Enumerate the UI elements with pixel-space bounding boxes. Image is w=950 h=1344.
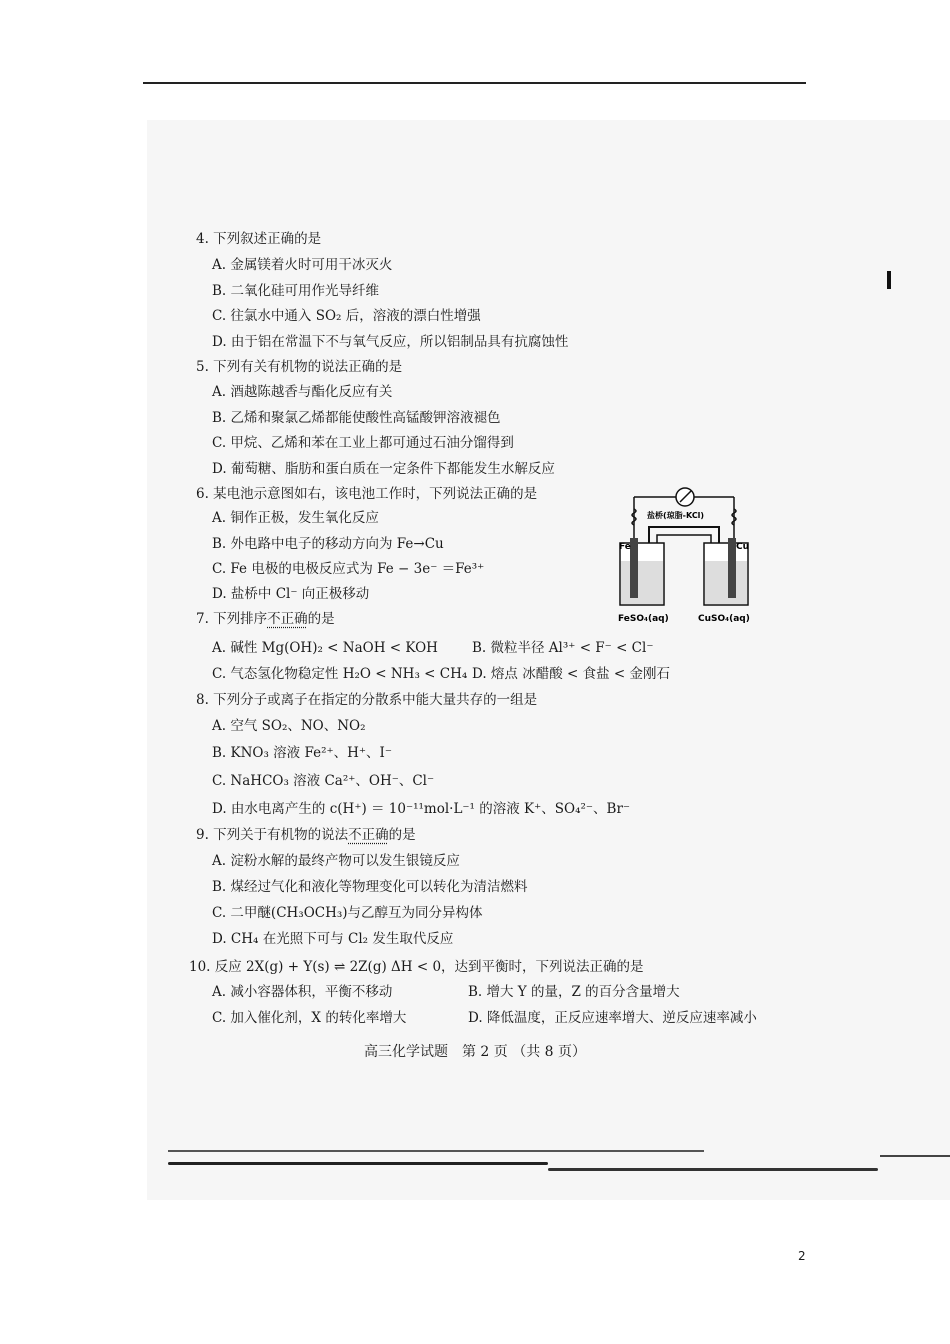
question-9-option-c: C. 二甲醚(CH₃OCH₃)与乙醇互为同分异构体 [212,905,483,921]
question-4-option-b: B. 二氧化硅可用作光导纤维 [212,283,380,299]
right-solution [705,561,747,604]
question-6-option-c: C. Fe 电极的电极反应式为 Fe − 3e⁻ ＝Fe³⁺ [212,561,485,577]
question-8-option-d: D. 由水电离产生的 c(H⁺) ＝ 10⁻¹¹mol·L⁻¹ 的溶液 K⁺、SO₄²⁻、Br⁻ [212,801,631,817]
question-8-stem: 8. 下列分子或离子在指定的分散系中能大量共存的一组是 [196,692,538,708]
cu-label: Cu [736,542,750,552]
question-9-stem-pre: 9. 下列关于有机物的说法 [196,827,349,843]
page-number: 2 [798,1249,806,1263]
question-5-option-a: A. 酒越陈越香与酯化反应有关 [212,384,393,400]
question-9-stem-post: 的是 [388,827,416,843]
question-6-option-d: D. 盐桥中 Cl⁻ 向正极移动 [212,586,370,602]
question-5-stem: 5. 下列有关有机物的说法正确的是 [196,359,403,375]
question-10-stem: 10. 反应 2X(g) + Y(s) ⇌ 2Z(g) ΔH < 0，达到平衡时，下列说法正确的是 [189,959,644,975]
scan-artifact-line [168,1150,704,1152]
scan-artifact-line [880,1155,950,1157]
question-8-option-a: A. 空气 SO₂、NO、NO₂ [212,718,366,734]
left-solution [621,561,663,604]
question-7-stem [196,610,335,628]
question-10-option-d: D. 降低温度，正反应速率增大、逆反应速率减小 [468,1010,757,1026]
scan-artifact-line [548,1168,878,1171]
question-7-stem-post: 的是 [307,611,335,627]
cu-electrode [728,538,736,598]
question-8-option-b: B. KNO₃ 溶液 Fe²⁺、H⁺、I⁻ [212,745,392,761]
question-10-option-c: C. 加入催化剂，X 的转化率增大 [212,1010,407,1026]
question-9-stem [196,826,416,844]
question-7-stem-pre: 7. 下列排序 [196,611,268,627]
question-7-option-d: D. 熔点 冰醋酸 < 食盐 < 金刚石 [472,666,671,682]
question-10-option-b: B. 增大 Y 的量，Z 的百分含量增大 [468,984,680,1000]
question-4-stem: 4. 下列叙述正确的是 [196,231,322,247]
galvanic-cell-diagram [612,483,762,633]
salt-bridge-label: 盐桥(琼脂-KCl) [647,511,705,520]
scan-artifact-line [168,1162,548,1165]
cuso4-label: CuSO₄(aq) [698,614,750,624]
fe-label: Fe [619,542,631,552]
question-6-stem: 6. 某电池示意图如右，该电池工作时，下列说法正确的是 [196,486,538,502]
question-6-option-b: B. 外电路中电子的移动方向为 Fe→Cu [212,536,444,552]
question-4-option-c: C. 往氯水中通入 SO₂ 后，溶液的漂白性增强 [212,308,481,324]
question-5-option-c: C. 甲烷、乙烯和苯在工业上都可通过石油分馏得到 [212,435,514,451]
question-9-option-d: D. CH₄ 在光照下可与 Cl₂ 发生取代反应 [212,931,454,947]
question-6-option-a: A. 铜作正极，发生氧化反应 [212,510,379,526]
question-7-stem-emphasis: 不正确 [267,611,308,627]
scan-mark [887,271,891,289]
question-7-option-a: A. 碱性 Mg(OH)₂ < NaOH < KOH [212,640,438,656]
question-4-option-d: D. 由于铝在常温下不与氧气反应，所以铝制品具有抗腐蚀性 [212,334,569,350]
question-5-option-d: D. 葡萄糖、脂肪和蛋白质在一定条件下都能发生水解反应 [212,461,555,477]
question-5-option-b: B. 乙烯和聚氯乙烯都能使酸性高锰酸钾溶液褪色 [212,410,501,426]
question-9-stem-emphasis: 不正确 [348,827,389,843]
question-9-option-b: B. 煤经过气化和液化等物理变化可以转化为清洁燃料 [212,879,528,895]
question-8-option-c: C. NaHCO₃ 溶液 Ca²⁺、OH⁻、Cl⁻ [212,773,435,789]
question-9-option-a: A. 淀粉水解的最终产物可以发生银镜反应 [212,853,460,869]
question-10-option-a: A. 减小容器体积，平衡不移动 [212,984,393,1000]
header-rule [143,82,806,84]
fe-electrode [630,538,638,598]
question-7-option-b: B. 微粒半径 Al³⁺ < F⁻ < Cl⁻ [472,640,654,656]
page-footer-title: 高三化学试题 第 2 页 （共 8 页） [363,1044,587,1060]
question-4-option-a: A. 金属镁着火时可用干冰灭火 [212,257,393,273]
question-7-option-c: C. 气态氢化物稳定性 H₂O < NH₃ < CH₄ [212,666,468,682]
feso4-label: FeSO₄(aq) [618,614,669,624]
